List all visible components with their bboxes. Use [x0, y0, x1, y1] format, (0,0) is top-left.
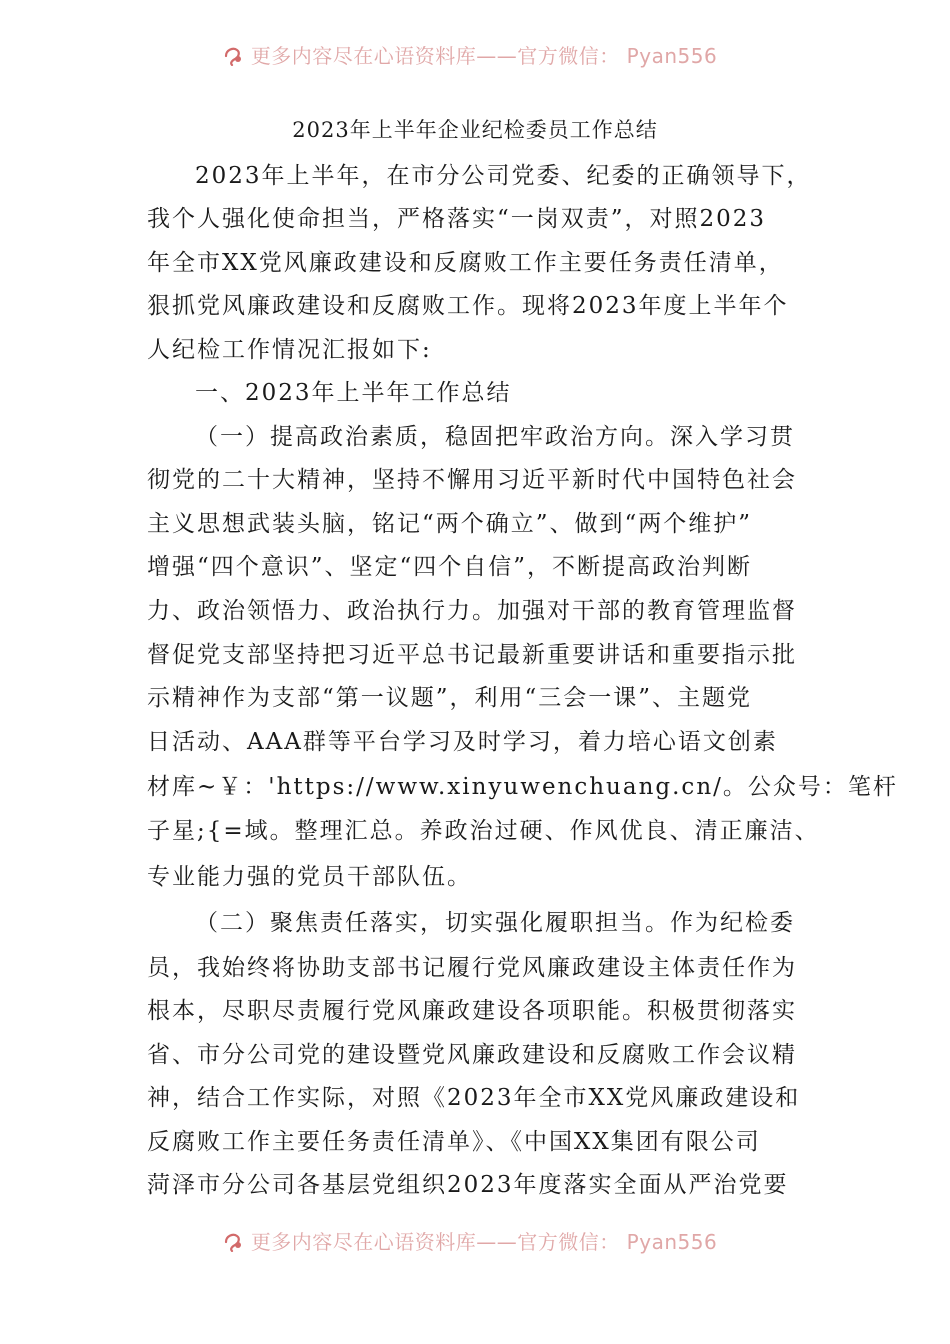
- paragraph-line: 年全市XX党风廉政建设和反腐败工作主要任务责任清单，: [147, 250, 784, 276]
- paragraph-line: 主义思想武装头脑，铭记“两个确立”、做到“两个维护”: [147, 511, 753, 537]
- brand-logo-icon: [223, 1230, 245, 1252]
- paragraph-line: 子星;{=域。整理汇总。养政治过硬、作风优良、清正廉洁、: [147, 818, 820, 844]
- paragraph-line: （二）聚焦责任落实，切实强化履职担当。作为纪检委: [195, 910, 795, 936]
- document-title: 2023年上半年企业纪检委员工作总结: [292, 118, 658, 142]
- paragraph-line: 示精神作为支部“第一议题”，利用“三会一课”、主题党: [147, 685, 753, 711]
- paragraph-line: 反腐败工作主要任务责任清单》、《中国XX集团有限公司: [147, 1129, 761, 1155]
- header-watermark: [0, 40, 950, 80]
- watermark-text: 更多内容尽在心语资料库——官方微信： Pyan556: [250, 1230, 718, 1254]
- paragraph-line: 日活动、AAA群等平台学习及时学习，着力培心语文创素: [147, 729, 778, 755]
- brand-logo-icon: [223, 44, 245, 66]
- paragraph-line: 督促党支部坚持把习近平总书记最新重要讲话和重要指示批: [147, 642, 797, 668]
- paragraph-line: 专业能力强的党员干部队伍。: [147, 864, 472, 890]
- paragraph-line: 根本，尽职尽责履行党风廉政建设各项职能。积极贯彻落实: [147, 998, 797, 1024]
- paragraph-line: 彻党的二十大精神，坚持不懈用习近平新时代中国特色社会: [147, 467, 797, 493]
- paragraph-line: 增强“四个意识”、坚定“四个自信”，不断提高政治判断: [147, 554, 753, 580]
- paragraph-line: 人纪检工作情况汇报如下:: [147, 337, 432, 363]
- section-heading: 一、2023年上半年工作总结: [195, 380, 512, 406]
- footer-watermark: [0, 1226, 950, 1266]
- paragraph-line: （一）提高政治素质，稳固把牢政治方向。深入学习贯: [195, 424, 795, 450]
- paragraph-line: 员，我始终将协助支部书记履行党风廉政建设主体责任作为: [147, 955, 797, 981]
- paragraph-line: 神，结合工作实际，对照《2023年全市XX党风廉政建设和: [147, 1085, 801, 1111]
- paragraph-line: 材库~￥：'https://www.xinyuwenchuang.cn/。公众号：笔杆: [147, 774, 898, 800]
- paragraph-line: 力、政治领悟力、政治执行力。加强对干部的教育管理监督: [147, 598, 797, 624]
- paragraph-line: 狠抓党风廉政建设和反腐败工作。现将2023年度上半年个: [147, 293, 789, 319]
- paragraph-line: 我个人强化使命担当，严格落实“一岗双责”，对照2023: [147, 206, 767, 232]
- paragraph-line: 菏泽市分公司各基层党组织2023年度落实全面从严治党要: [147, 1172, 789, 1198]
- watermark-text: 更多内容尽在心语资料库——官方微信： Pyan556: [250, 44, 718, 68]
- paragraph-line: 2023年上半年，在市分公司党委、纪委的正确领导下，: [195, 163, 812, 189]
- paragraph-line: 省、市分公司党的建设暨党风廉政建设和反腐败工作会议精: [147, 1042, 797, 1068]
